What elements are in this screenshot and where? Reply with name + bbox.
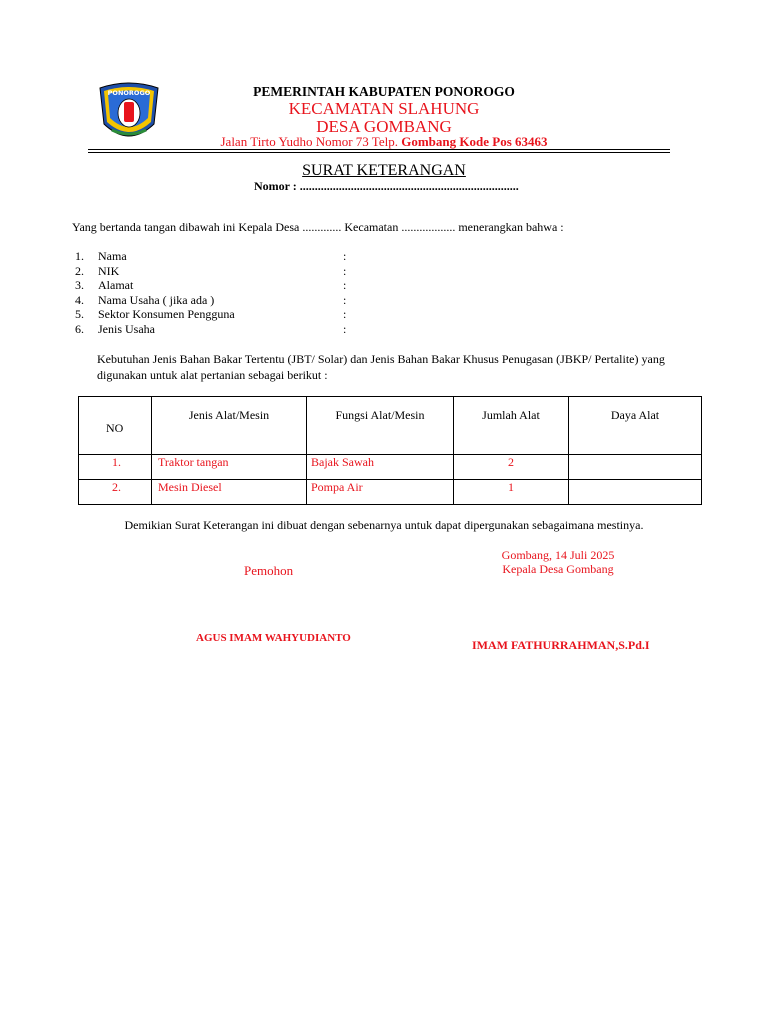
header-rule-thick bbox=[88, 149, 670, 150]
field-label: Sektor Konsumen Pengguna bbox=[98, 307, 235, 322]
cell-no-text: 1. bbox=[112, 455, 121, 469]
header-jenis-text: Jenis Alat/Mesin bbox=[188, 408, 270, 422]
header-fungsi-text: Fungsi Alat/Mesin bbox=[335, 408, 425, 422]
cell-no bbox=[79, 455, 152, 480]
field-separator: : bbox=[343, 307, 347, 322]
list-item bbox=[75, 249, 365, 264]
list-item bbox=[75, 322, 365, 337]
field-label: NIK bbox=[98, 263, 120, 278]
cell-jenis-text: Traktor tangan bbox=[158, 455, 229, 469]
document-title bbox=[0, 162, 768, 180]
document-number: Nomor : ......................................................................... bbox=[254, 179, 519, 193]
official-name: IMAM FATHURRAHMAN,S.Pd.I bbox=[472, 638, 650, 652]
field-number: 1. bbox=[75, 249, 84, 263]
field-separator: : bbox=[343, 321, 347, 336]
table-row bbox=[79, 480, 702, 505]
cell-jenis bbox=[152, 455, 307, 480]
list-item bbox=[75, 264, 365, 279]
field-number: 3. bbox=[75, 278, 84, 293]
header-address bbox=[0, 134, 768, 150]
applicant-name: AGUS IMAM WAHYUDIANTO bbox=[196, 632, 351, 644]
cell-daya bbox=[569, 480, 702, 505]
signature-official-block bbox=[458, 548, 658, 576]
cell-jumlah bbox=[454, 480, 569, 505]
cell-no bbox=[79, 480, 152, 505]
header-daya bbox=[569, 397, 702, 455]
place-date: Gombang, 14 Juli 2025 bbox=[501, 548, 615, 562]
header-district: KECAMATAN SLAHUNG bbox=[288, 99, 480, 118]
field-label: Jenis Usaha bbox=[98, 321, 155, 336]
list-item bbox=[75, 307, 365, 322]
cell-fungsi-text: Pompa Air bbox=[311, 480, 363, 494]
svg-text:PONOROGO: PONOROGO bbox=[107, 89, 151, 97]
field-separator: : bbox=[343, 263, 347, 278]
field-number: 4. bbox=[75, 292, 84, 307]
header-jumlah bbox=[454, 397, 569, 455]
official-position: Kepala Desa Gombang bbox=[502, 562, 614, 576]
field-label: Nama Usaha ( jika ada ) bbox=[98, 292, 215, 307]
closing-statement: Demikian Surat Keterangan ini dibuat dengan sebenarnya untuk dapat dipergunakan sebagaimana mestinya. bbox=[124, 518, 644, 532]
header-daya-text: Daya Alat bbox=[610, 408, 660, 422]
header-fungsi bbox=[307, 397, 454, 455]
applicant-label: Pemohon bbox=[244, 563, 294, 578]
cell-no-text: 2. bbox=[112, 480, 121, 494]
header-government: PEMERINTAH KABUPATEN PONOROGO bbox=[253, 84, 515, 99]
field-label: Nama bbox=[98, 249, 127, 263]
field-list bbox=[75, 249, 365, 337]
fuel-paragraph: Kebutuhan Jenis Bahan Bakar Tertentu (JBT/ Solar) dan Jenis Bahan Bakar Khusus Penugasan (JBKP/ Pertalite) yang digunakan untuk alat pertanian sebagai berikut : bbox=[97, 352, 665, 382]
cell-jumlah-text: 2 bbox=[508, 455, 514, 469]
cell-jumlah-text: 1 bbox=[508, 480, 514, 494]
intro-text: Yang bertanda tangan dibawah ini Kepala Desa ............. Kecamatan .................. menerangkan bahwa : bbox=[72, 220, 564, 234]
cell-jumlah bbox=[454, 455, 569, 480]
cell-fungsi-text: Bajak Sawah bbox=[311, 455, 374, 469]
header-village: DESA GOMBANG bbox=[316, 117, 452, 136]
cell-fungsi bbox=[307, 455, 454, 480]
field-separator: : bbox=[343, 278, 347, 293]
header-rule-thin bbox=[88, 152, 670, 153]
title-text: SURAT KETERANGAN bbox=[302, 162, 466, 179]
equipment-table bbox=[78, 396, 702, 505]
cell-daya bbox=[569, 455, 702, 480]
header-jenis bbox=[152, 397, 307, 455]
cell-jenis bbox=[152, 480, 307, 505]
field-label: Alamat bbox=[98, 278, 134, 293]
field-number: 6. bbox=[75, 321, 84, 336]
field-number: 2. bbox=[75, 263, 84, 278]
header-no-text: NO bbox=[106, 421, 124, 435]
cell-fungsi bbox=[307, 480, 454, 505]
address-postal: Gombang Kode Pos 63463 bbox=[401, 134, 548, 149]
cell-jenis-text: Mesin Diesel bbox=[158, 480, 222, 494]
table-header-row bbox=[79, 397, 702, 455]
table-row bbox=[79, 455, 702, 480]
header-no bbox=[79, 397, 152, 455]
field-number: 5. bbox=[75, 307, 84, 322]
list-item bbox=[75, 293, 365, 308]
field-separator: : bbox=[343, 249, 347, 263]
field-separator: : bbox=[343, 292, 347, 307]
header-jumlah-text: Jumlah Alat bbox=[482, 408, 540, 422]
address-street: Jalan Tirto Yudho Nomor 73 Telp. bbox=[220, 134, 402, 149]
list-item bbox=[75, 278, 365, 293]
